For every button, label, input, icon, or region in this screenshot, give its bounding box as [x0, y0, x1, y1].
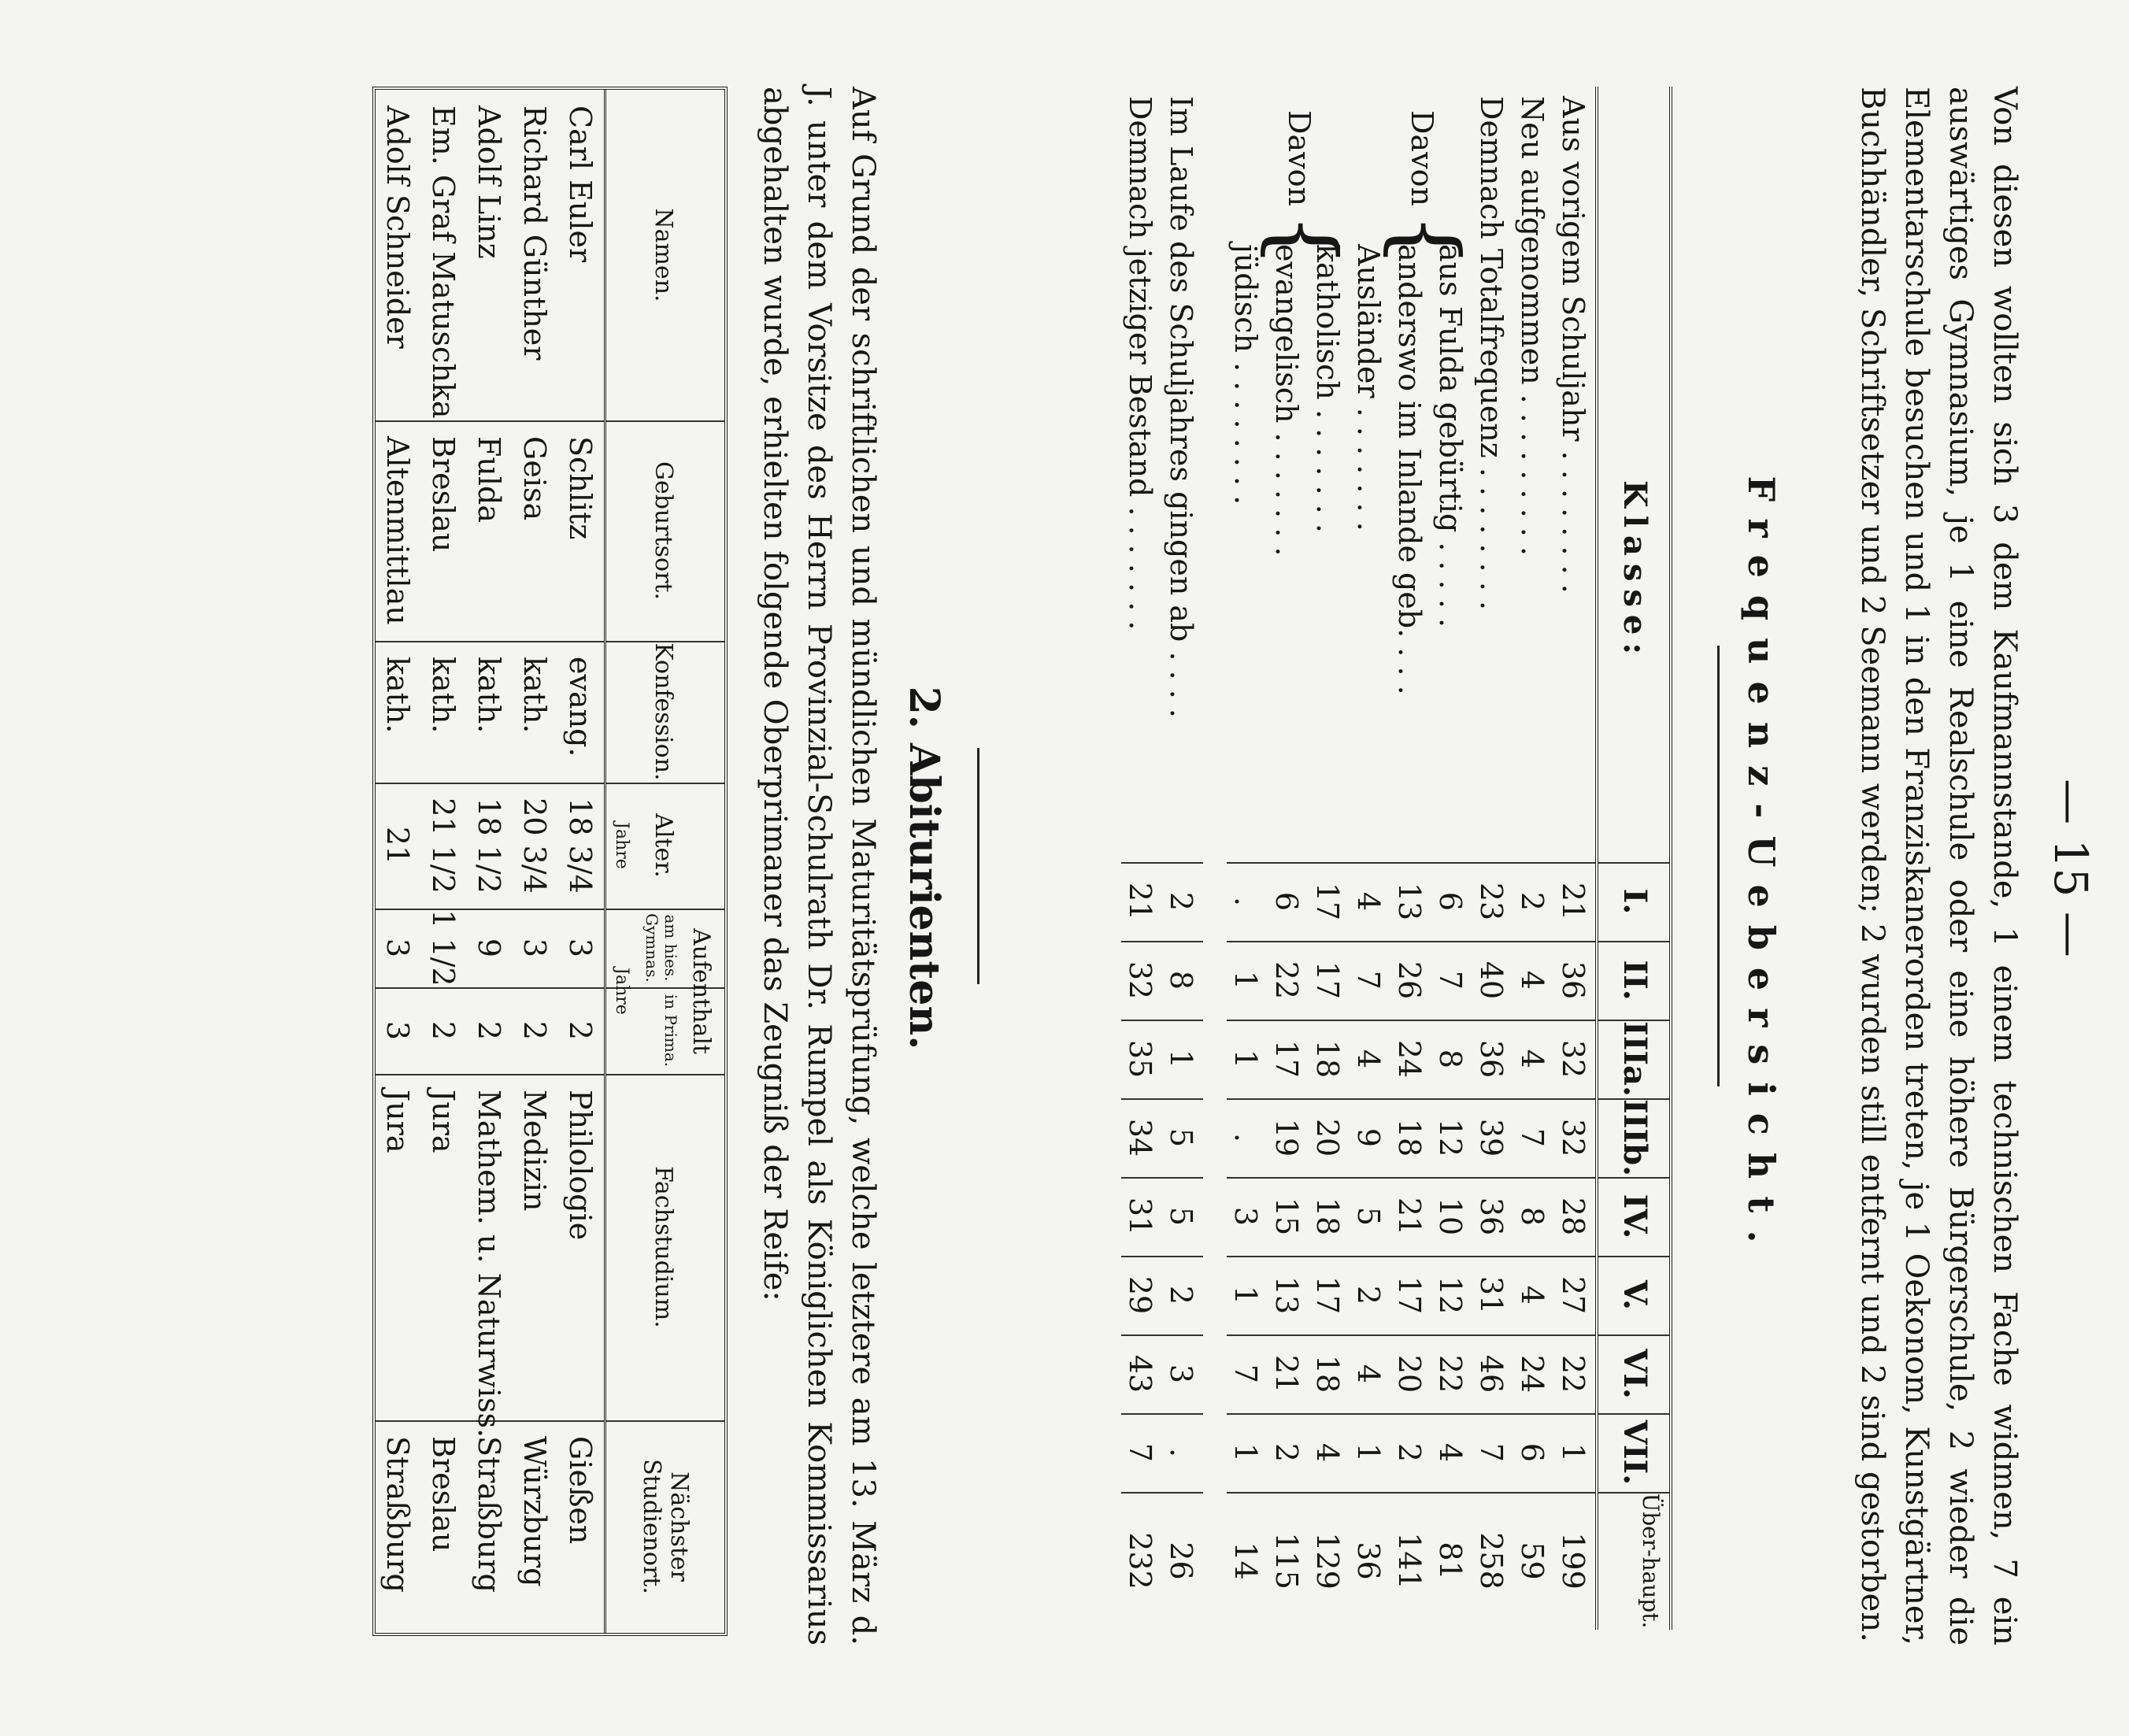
table-cell: 18 [1310, 1197, 1345, 1236]
table-cell: 36 [1474, 1197, 1509, 1236]
header-name: Namen. [650, 208, 677, 302]
abitur-table [372, 87, 728, 1636]
table-cell: 4 [1515, 1049, 1550, 1069]
frequency-row [1268, 87, 1309, 1630]
table-cell: 4 [1351, 891, 1386, 912]
table-cell: 15 [1269, 1197, 1304, 1236]
table-cell: 21 [1269, 1354, 1304, 1394]
table-cell: 12 [1433, 1118, 1468, 1157]
table-cell: 14 [1228, 1542, 1263, 1580]
abitur-prima: 2 [472, 1020, 506, 1041]
table-cell: 7 [1351, 970, 1386, 990]
abitur-alter: 18 1/2 [472, 798, 506, 894]
table-cell: 2 [1515, 891, 1550, 912]
abitur-table-header [604, 90, 724, 1633]
brace-2: { [1254, 213, 1355, 268]
table-cell: 199 [1556, 1532, 1590, 1590]
table-cell: 4 [1433, 1442, 1468, 1463]
table-cell: 1 [1164, 1049, 1198, 1069]
table-cell: 7 [1228, 1364, 1263, 1384]
table-cell: 8 [1433, 1049, 1468, 1069]
table-cell: 18 [1310, 1354, 1345, 1394]
frequency-row [1350, 87, 1390, 1630]
table-cell: 21 [1392, 1197, 1427, 1236]
section-rule [977, 748, 979, 984]
table-cell: 32 [1556, 1039, 1590, 1079]
row-label: Demnach Totalfrequenz . . . . . . . . [1474, 96, 1509, 611]
col-header-IIIa: IIIa. [1616, 1021, 1653, 1097]
frequency-title: Frequenz-Uebersicht. [1740, 476, 1783, 1260]
frequency-row [1472, 87, 1513, 1630]
frequency-row [1513, 87, 1554, 1630]
table-cell: 22 [1433, 1354, 1468, 1394]
table-cell: 32 [1556, 1118, 1590, 1157]
abitur-geburtsort: Breslau [426, 436, 461, 553]
col-header-IV: IV. [1616, 1194, 1653, 1239]
table-cell: 36 [1474, 1039, 1509, 1079]
abitur-row [558, 90, 604, 1633]
abitur-konfession: kath. [472, 657, 506, 734]
table-cell: 129 [1310, 1532, 1345, 1590]
separator-rule [1717, 646, 1720, 1086]
table-cell: 1 [1228, 1285, 1263, 1305]
table-cell: 46 [1474, 1354, 1509, 1394]
table-cell: 20 [1310, 1118, 1345, 1157]
table-cell: 3 [1164, 1364, 1198, 1384]
table-cell: 5 [1164, 1127, 1198, 1148]
header-aufenthalt: Aufenthalt [687, 927, 715, 1055]
header-fachstudium: Fachstudium. [650, 1166, 677, 1328]
abitur-geburtsort: Geisa [517, 436, 552, 521]
abitur-prima: 2 [563, 1020, 598, 1041]
table-cell: 1 [1351, 1442, 1386, 1463]
abitur-row [421, 90, 467, 1633]
abitur-geburtsort: Fulda [472, 436, 506, 523]
abitur-row [376, 90, 421, 1633]
table-cell: 23 [1474, 882, 1509, 921]
table-cell: 24 [1515, 1354, 1550, 1394]
abitur-fach: Philologie [563, 1090, 598, 1241]
row-label: katholisch . . . . . . . [1310, 244, 1345, 533]
table-cell: 8 [1515, 1206, 1550, 1227]
table-cell: 1 [1228, 1442, 1263, 1463]
table-cell: 13 [1392, 882, 1427, 921]
abitur-ort: Würzburg [517, 1436, 552, 1587]
abitur-konfession: kath. [426, 657, 461, 734]
abitur-fach: Medizin [517, 1090, 552, 1212]
frequency-row [1431, 87, 1472, 1630]
table-cell: 7 [1433, 970, 1468, 990]
table-cell: 6 [1433, 891, 1468, 912]
table-cell: 17 [1269, 1039, 1304, 1079]
table-cell: . [1228, 896, 1263, 907]
table-cell: 35 [1123, 1039, 1157, 1079]
table-cell: 4 [1515, 1285, 1550, 1305]
table-cell: 4 [1515, 970, 1550, 990]
table-cell: 21 [1556, 882, 1590, 921]
table-cell: 7 [1515, 1127, 1550, 1148]
abitur-fach: Jura [380, 1090, 415, 1153]
abitur-name: Richard Günther [517, 105, 552, 361]
abitur-fach: Mathem. u. Naturwiss. [472, 1090, 506, 1438]
table-cell: 36 [1556, 961, 1590, 1000]
table-cell: . [1228, 1132, 1263, 1143]
table-cell: 34 [1123, 1118, 1157, 1157]
table-cell: 5 [1164, 1206, 1198, 1227]
table-cell: 8 [1164, 970, 1198, 990]
table-cell: 13 [1269, 1275, 1304, 1315]
col-header-IIIb: IIIb. [1616, 1098, 1653, 1177]
table-cell: 4 [1351, 1364, 1386, 1384]
intro-paragraph: Von diesen wollten sich 3 dem Kaufmannstande, 1 einem technischen Fache widmen, 7 ein auswärtiges Gymnasium, je 1 eine Realschule oder eine höhere Bürgerschule, 2 wieder die Elementarschule besuchen und 1 in den Franziskanerorden treten, je 1 Oekonom, Kunstgärtner, Buchhändler, Schriftsetzer und 2 Seemann werden; 2 wurden still entfernt und 2 sind gestorben. [1854, 87, 2023, 1645]
table-cell: 2 [1392, 1442, 1427, 1463]
abitur-table-body [376, 90, 604, 1633]
table-cell: 21 [1123, 882, 1157, 921]
table-cell: 22 [1556, 1354, 1590, 1394]
table-cell: 3 [1228, 1206, 1263, 1227]
header-studienort: Nächster Studienort. [638, 1459, 693, 1594]
abitur-alter: 21 [380, 826, 415, 865]
frequency-table-body [1121, 87, 1595, 1630]
row-label: Ausländer . . . . . . . [1351, 244, 1386, 531]
abitur-gymn: 3 [517, 938, 552, 958]
table-cell: 29 [1123, 1275, 1157, 1315]
abitur-row [467, 90, 513, 1633]
abitur-fach: Jura [426, 1090, 461, 1153]
row-label: evangelisch . . . . . . . [1269, 244, 1304, 557]
table-cell: 81 [1433, 1542, 1468, 1580]
frequency-row [1227, 87, 1268, 1630]
table-cell: 59 [1515, 1542, 1550, 1580]
frequency-row [1121, 87, 1162, 1630]
table-cell: 258 [1474, 1532, 1509, 1590]
abitur-prima: 2 [517, 1020, 552, 1041]
table-cell: 43 [1123, 1354, 1157, 1394]
header-am-hies: am hies. Gymnas. [642, 913, 680, 983]
table-cell: 1 [1228, 970, 1263, 990]
col-header-VI: VI. [1616, 1349, 1653, 1399]
frequency-row [1162, 87, 1203, 1630]
table-cell: 17 [1310, 882, 1345, 921]
abitur-gymn: 3 [563, 938, 598, 958]
class-label-header: Klasse: [1616, 480, 1653, 663]
table-cell: 2 [1164, 891, 1198, 912]
abitur-ort: Gießen [563, 1436, 598, 1545]
table-cell: 31 [1123, 1197, 1157, 1236]
row-label: Neu aufgenommen . . . . . . . . . [1515, 96, 1550, 557]
table-cell: 19 [1269, 1118, 1304, 1157]
table-cell: 6 [1515, 1442, 1550, 1463]
section-title: 2. Abiturienten. [900, 686, 948, 1050]
frequency-row [1554, 87, 1595, 1630]
abitur-ort: Breslau [426, 1436, 461, 1553]
table-cell: 6 [1269, 891, 1304, 912]
table-cell: 24 [1392, 1039, 1427, 1079]
brace-1: { [1377, 213, 1478, 268]
row-label: Im Laufe des Schuljahres gingen ab . . . . [1164, 96, 1198, 719]
table-cell: 9 [1351, 1127, 1386, 1148]
table-cell: 7 [1123, 1442, 1157, 1463]
col-header-I: I. [1616, 888, 1653, 915]
abitur-gymn: 9 [472, 938, 506, 958]
table-cell: 18 [1392, 1118, 1427, 1157]
table-cell: 40 [1474, 961, 1509, 1000]
table-cell: 2 [1351, 1285, 1386, 1305]
table-cell: 7 [1474, 1442, 1509, 1463]
table-cell: 26 [1164, 1542, 1198, 1580]
table-cell: 1 [1228, 1049, 1263, 1069]
table-cell: 39 [1474, 1118, 1509, 1157]
abitur-geburtsort: Schlitz [563, 436, 598, 540]
table-cell: 32 [1123, 961, 1157, 1000]
abitur-geburtsort: Altenmittlau [380, 436, 415, 625]
abitur-name: Adolf Schneider [380, 105, 415, 349]
header-aufenthalt-unit: Jahre [612, 968, 631, 1015]
abitur-prima: 3 [380, 1020, 415, 1041]
abitur-konfession: kath. [380, 657, 415, 734]
table-cell: 141 [1392, 1532, 1427, 1590]
table-cell: 1 [1556, 1442, 1590, 1463]
header-konfession: Konfession. [650, 642, 677, 781]
header-in-prima: in Prima. [661, 994, 680, 1068]
table-cell: 2 [1164, 1285, 1198, 1305]
table-cell: 36 [1351, 1542, 1386, 1580]
abitur-konfession: evang. [563, 657, 598, 757]
abitur-konfession: kath. [517, 657, 552, 734]
table-cell: 28 [1556, 1197, 1590, 1236]
abitur-alter: 18 3/4 [563, 798, 598, 894]
table-cell: . [1164, 1447, 1198, 1458]
header-geburtsort: Geburtsort. [650, 461, 677, 601]
abitur-ort: Straßburg [472, 1436, 506, 1593]
row-label: jüdisch . . . . . . . . [1228, 244, 1263, 505]
abitur-name: Carl Euler [563, 105, 598, 263]
header-alter-unit: Jahre [612, 822, 631, 869]
section-paragraph: Auf Grund der schriftlichen und mündlichen Maturitätsprüfung, welche letztere am 13. März d. J. unter dem Vorsitze des Herrn Provinzial-Schulrath Dr. Rumpel als Königlichen Kommissarius abgehalten wurde, erhielten folgende Oberprimaner das Zeugniß der Reife: [757, 87, 881, 1645]
abitur-gymn: 3 [380, 938, 415, 958]
table-cell: 5 [1351, 1206, 1386, 1227]
abitur-name: Em. Graf Matuschka [426, 105, 461, 419]
row-label: Aus vorigem Schuljahr . . . . . . . . [1556, 96, 1590, 594]
row-label: anderswo im Inlande geb. . . . [1392, 244, 1427, 695]
table-cell: 26 [1392, 961, 1427, 1000]
table-cell: 17 [1310, 1275, 1345, 1315]
table-cell: 232 [1123, 1532, 1157, 1590]
frequency-table [1121, 87, 1672, 1630]
col-header-total: Über-haupt. [1638, 1493, 1664, 1629]
abitur-name: Adolf Linz [472, 105, 506, 259]
abitur-prima: 2 [426, 1020, 461, 1041]
abitur-alter: 21 1/2 [426, 798, 461, 894]
table-cell: 2 [1269, 1442, 1304, 1463]
page-number: — 15 — [2044, 779, 2098, 957]
col-header-VII: VII. [1616, 1420, 1653, 1486]
table-cell: 17 [1310, 961, 1345, 1000]
table-cell: 22 [1269, 961, 1304, 1000]
col-header-II: II. [1616, 960, 1653, 1001]
davon-label-2: Davon [1282, 110, 1316, 206]
abitur-alter: 20 3/4 [517, 798, 552, 894]
abitur-row [513, 90, 558, 1633]
abitur-ort: Straßburg [380, 1436, 415, 1593]
frequency-row [1309, 87, 1350, 1630]
row-label: Demnach jetziger Bestand . . . . . . . [1123, 96, 1157, 631]
davon-label-1: Davon [1405, 110, 1439, 206]
table-cell: 12 [1433, 1275, 1468, 1315]
table-cell: 31 [1474, 1275, 1509, 1315]
col-header-V: V. [1616, 1280, 1653, 1310]
table-cell: 4 [1310, 1442, 1345, 1463]
frequency-row [1390, 87, 1431, 1630]
header-alter: Alter. [650, 813, 677, 878]
table-cell: 27 [1556, 1275, 1590, 1315]
frequency-table-header [1595, 87, 1672, 1630]
table-cell: 18 [1310, 1039, 1345, 1079]
table-cell: 10 [1433, 1197, 1468, 1236]
table-cell: 4 [1351, 1049, 1386, 1069]
row-label: aus Fulda gebürtig . . . . . [1433, 244, 1468, 628]
table-cell: 17 [1392, 1275, 1427, 1315]
table-cell: 20 [1392, 1354, 1427, 1394]
table-cell: 115 [1269, 1532, 1304, 1590]
abitur-gymn: 1 1/2 [426, 909, 461, 986]
